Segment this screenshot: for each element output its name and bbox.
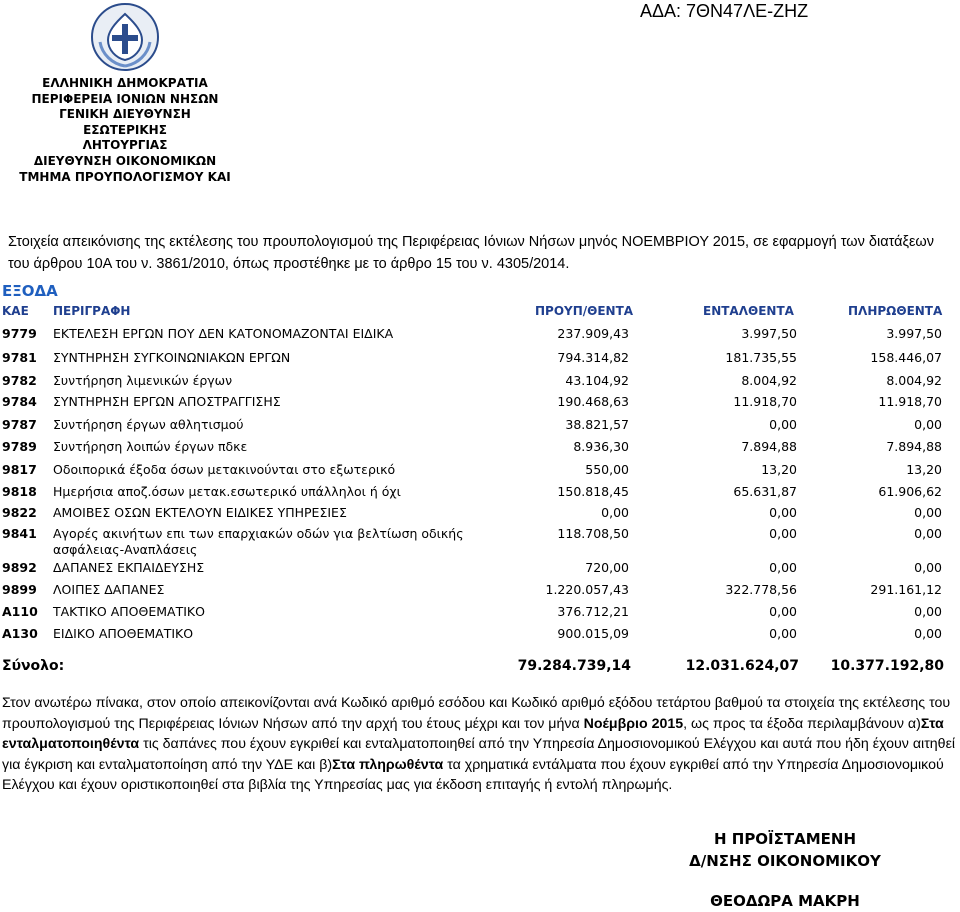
total-paid: 10.377.192,80 (830, 658, 944, 674)
row-paid: 0,00 (914, 626, 942, 641)
row-description: ΤΑΚΤΙΚΟ ΑΠΟΘΕΜΑΤΙΚΟ (53, 604, 205, 619)
footer-paid-term: Στα πληρωθέντα (332, 756, 444, 773)
row-description: ΕΙΔΙΚΟ ΑΠΟΘΕΜΑΤΙΚΟ (53, 626, 194, 641)
org-line: ΕΛΛΗΝΙΚΗ ΔΗΜΟΚΡΑΤΙΑ (42, 76, 208, 90)
row-description: Συντήρηση λιμενικών έργων (53, 373, 233, 388)
row-budget: 720,00 (585, 560, 629, 575)
row-budget: 118.708,50 (557, 526, 629, 541)
row-code: Α110 (2, 604, 38, 619)
row-paid: 11.918,70 (878, 394, 942, 409)
row-code: 9841 (2, 526, 37, 541)
row-code: 9779 (2, 326, 37, 341)
row-description: ΔΑΠΑΝΕΣ ΕΚΠΑΙΔΕΥΣΗΣ (53, 560, 205, 575)
org-line: ΔΙΕΥΘΥΝΣΗ ΟΙΚΟΝΟΜΙΚΩΝ (33, 153, 217, 168)
row-paid: 0,00 (914, 560, 942, 575)
row-code: 9781 (2, 350, 37, 365)
row-code: 9784 (2, 394, 37, 409)
row-budget: 550,00 (585, 462, 629, 477)
row-committed: 11.918,70 (733, 394, 797, 409)
row-committed: 7.894,88 (741, 439, 797, 454)
total-label: Σύνολο: (2, 658, 65, 674)
row-committed: 8.004,92 (741, 373, 797, 388)
signature-department: Δ/ΝΣΗΣ ΟΙΚΟΝΟΜΙΚΟΥ (689, 852, 881, 870)
row-paid: 3.997,50 (886, 326, 942, 341)
row-code: 9789 (2, 439, 37, 454)
table-header (0, 304, 960, 322)
ada-code: ΑΔΑ: 7ΘΝ47ΛΕ-ΖΗΖ (640, 1, 809, 21)
row-description: Αγορές ακινήτων επι των επαρχιακών οδών για βελτίωση οδικής ασφάλειας-Αναπλάσεις (53, 526, 464, 557)
row-paid: 291.161,12 (870, 582, 942, 597)
intro-text: Στοιχεία απεικόνισης της εκτέλεσης του προυπολογισμού της Περιφέρειας Ιόνιων Νήσων μηνός ΝΟΕΜΒΡΙΟΥ 2015, σε εφαρμογή των διατάξεων του άρθρου 10Α του ν. 3861/2010, όπως προστέθηκε με το άρθρο 15 του ν. 4305/2014. (8, 234, 935, 272)
row-budget: 237.909,43 (557, 326, 629, 341)
footer-month: Νοέμβριο 2015 (583, 715, 684, 732)
row-committed: 181.735,55 (725, 350, 797, 365)
row-description: Οδοιπορικά έξοδα όσων μετακινούνται στο εξωτερικό (53, 462, 396, 477)
row-committed: 0,00 (769, 626, 797, 641)
row-description: Συντήρηση λοιπών έργων πδκε (53, 439, 248, 454)
row-budget: 150.818,45 (557, 484, 629, 499)
row-description: Ημερήσια αποζ.όσων μετακ.εσωτερικό υπάλληλοι ή όχι (53, 484, 401, 499)
total-budget: 79.284.739,14 (517, 658, 631, 674)
organization-header (6, 76, 244, 185)
row-description: ΕΚΤΕΛΕΣΗ ΕΡΓΩΝ ΠΟΥ ΔΕΝ ΚΑΤΟΝΟΜΑΖΟΝΤΑΙ ΕΙΔΙΚΑ (53, 326, 394, 341)
org-line: ΓΕΝΙΚΗ ΔΙΕΥΘΥΝΣΗ (59, 107, 191, 122)
row-committed: 13,20 (761, 462, 797, 477)
row-description: ΣΥΝΤΗΡΗΣΗ ΕΡΓΩΝ ΑΠΟΣΤΡΑΓΓΙΣΗΣ (53, 394, 281, 409)
row-committed: 3.997,50 (741, 326, 797, 341)
row-paid: 0,00 (914, 526, 942, 541)
row-committed: 0,00 (769, 505, 797, 520)
signature-name: ΘΕΟΔΩΡΑ ΜΑΚΡΗ (710, 892, 860, 910)
row-paid: 0,00 (914, 417, 942, 432)
header-desc: ΠΕΡΙΓΡΑΦΗ (53, 304, 131, 318)
row-paid: 7.894,88 (886, 439, 942, 454)
header-paid: ΠΛΗΡΩΘΕΝΤΑ (848, 304, 943, 318)
header-budget: ΠΡΟΥΠ/ΘΕΝΤΑ (535, 304, 634, 318)
footer-paragraph: Στον ανωτέρω πίνακα, στον οποίο απεικονίζονται ανά Κωδικό αριθμό εσόδου και Κωδικό αριθμό εξόδου τετάρτου βαθμού τα στοιχεία της εκτέλεσης του προυπολογισμού της Περιφέρειας Ιόνιων Νήσων από την αρχή του έτους μέχρι και τον μήνα Νοέμβριο 2015, ως προς τα έξοδα περιλαμβάνουν α)Στα ενταλματοποιηθέντα τις δαπάνες που έχουν εγκριθεί και ενταλματοποιηθεί από την Υπηρεσία Δημοσιονομικού Ελέγχου και αυτά που ήδη έχουν αιτηθεί για έγκριση και ενταλματοποίηση από την ΥΔΕ και β)Στα πληρωθέντα τα χρηματικά εντάλματα που έχουν εγκριθεί από την Υπηρεσία Δημοσιονομικού Ελέγχου και έχουν οριστικοποιηθεί στα βιβλία της Υπηρεσίας μας για έκδοση επιταγής ή εντολή πληρωμής. (2, 695, 956, 793)
row-committed: 322.778,56 (725, 582, 797, 597)
org-line: ΤΜΗΜΑ ΠΡΟΥΠΟΛΟΓΙΣΜΟΥ ΚΑΙ (19, 169, 231, 184)
row-paid: 0,00 (914, 604, 942, 619)
row-code: 9892 (2, 560, 37, 575)
row-code: 9782 (2, 373, 37, 388)
row-description: ΑΜΟΙΒΕΣ ΟΣΩΝ ΕΚΤΕΛΟΥΝ ΕΙΔΙΚΕΣ ΥΠΗΡΕΣΙΕΣ (53, 505, 347, 520)
row-budget: 8.936,30 (573, 439, 629, 454)
org-line: ΕΣΩΤΕΡΙΚΗΣ (83, 122, 167, 137)
row-code: 9822 (2, 505, 37, 520)
row-budget: 38.821,57 (565, 417, 629, 432)
row-paid: 61.906,62 (878, 484, 942, 499)
row-committed: 0,00 (769, 417, 797, 432)
row-budget: 0,00 (601, 505, 629, 520)
row-code: 9818 (2, 484, 37, 499)
row-budget: 900.015,09 (557, 626, 629, 641)
row-paid: 0,00 (914, 505, 942, 520)
row-committed: 0,00 (769, 604, 797, 619)
row-budget: 376.712,21 (557, 604, 629, 619)
org-line: ΛΗΤΟΥΡΓΙΑΣ (82, 138, 168, 153)
row-budget: 1.220.057,43 (545, 582, 629, 597)
total-committed: 12.031.624,07 (685, 658, 799, 674)
signature-title: Η ΠΡΟΪΣΤΑΜΕΝΗ (713, 830, 857, 848)
row-code: Α130 (2, 626, 38, 641)
org-line: ΠΕΡΙΦΕΡΕΙΑ ΙΟΝΙΩΝ ΝΗΣΩΝ (31, 91, 219, 106)
header-committed: ΕΝΤΑΛΘΕΝΤΑ (703, 304, 794, 318)
section-title: ΕΞΟΔΑ (2, 282, 58, 300)
row-code: 9817 (2, 462, 37, 477)
row-paid: 158.446,07 (870, 350, 942, 365)
row-budget: 190.468,63 (557, 394, 629, 409)
row-committed: 65.631,87 (733, 484, 797, 499)
row-committed: 0,00 (769, 526, 797, 541)
greek-emblem-icon (90, 2, 160, 72)
header-code: ΚΑΕ (2, 304, 29, 318)
row-code: 9899 (2, 582, 37, 597)
row-budget: 794.314,82 (557, 350, 629, 365)
row-committed: 0,00 (769, 560, 797, 575)
row-description: ΣΥΝΤΗΡΗΣΗ ΣΥΓΚΟΙΝΩΝΙΑΚΩΝ ΕΡΓΩΝ (53, 350, 291, 365)
row-paid: 13,20 (906, 462, 942, 477)
row-paid: 8.004,92 (886, 373, 942, 388)
row-budget: 43.104,92 (565, 373, 629, 388)
footer-committed-term: Στα ενταλματοποιηθέντα (2, 715, 944, 752)
row-description: ΛΟΙΠΕΣ ΔΑΠΑΝΕΣ (53, 582, 165, 597)
row-code: 9787 (2, 417, 37, 432)
row-description: Συντήρηση έργων αθλητισμού (53, 417, 244, 432)
